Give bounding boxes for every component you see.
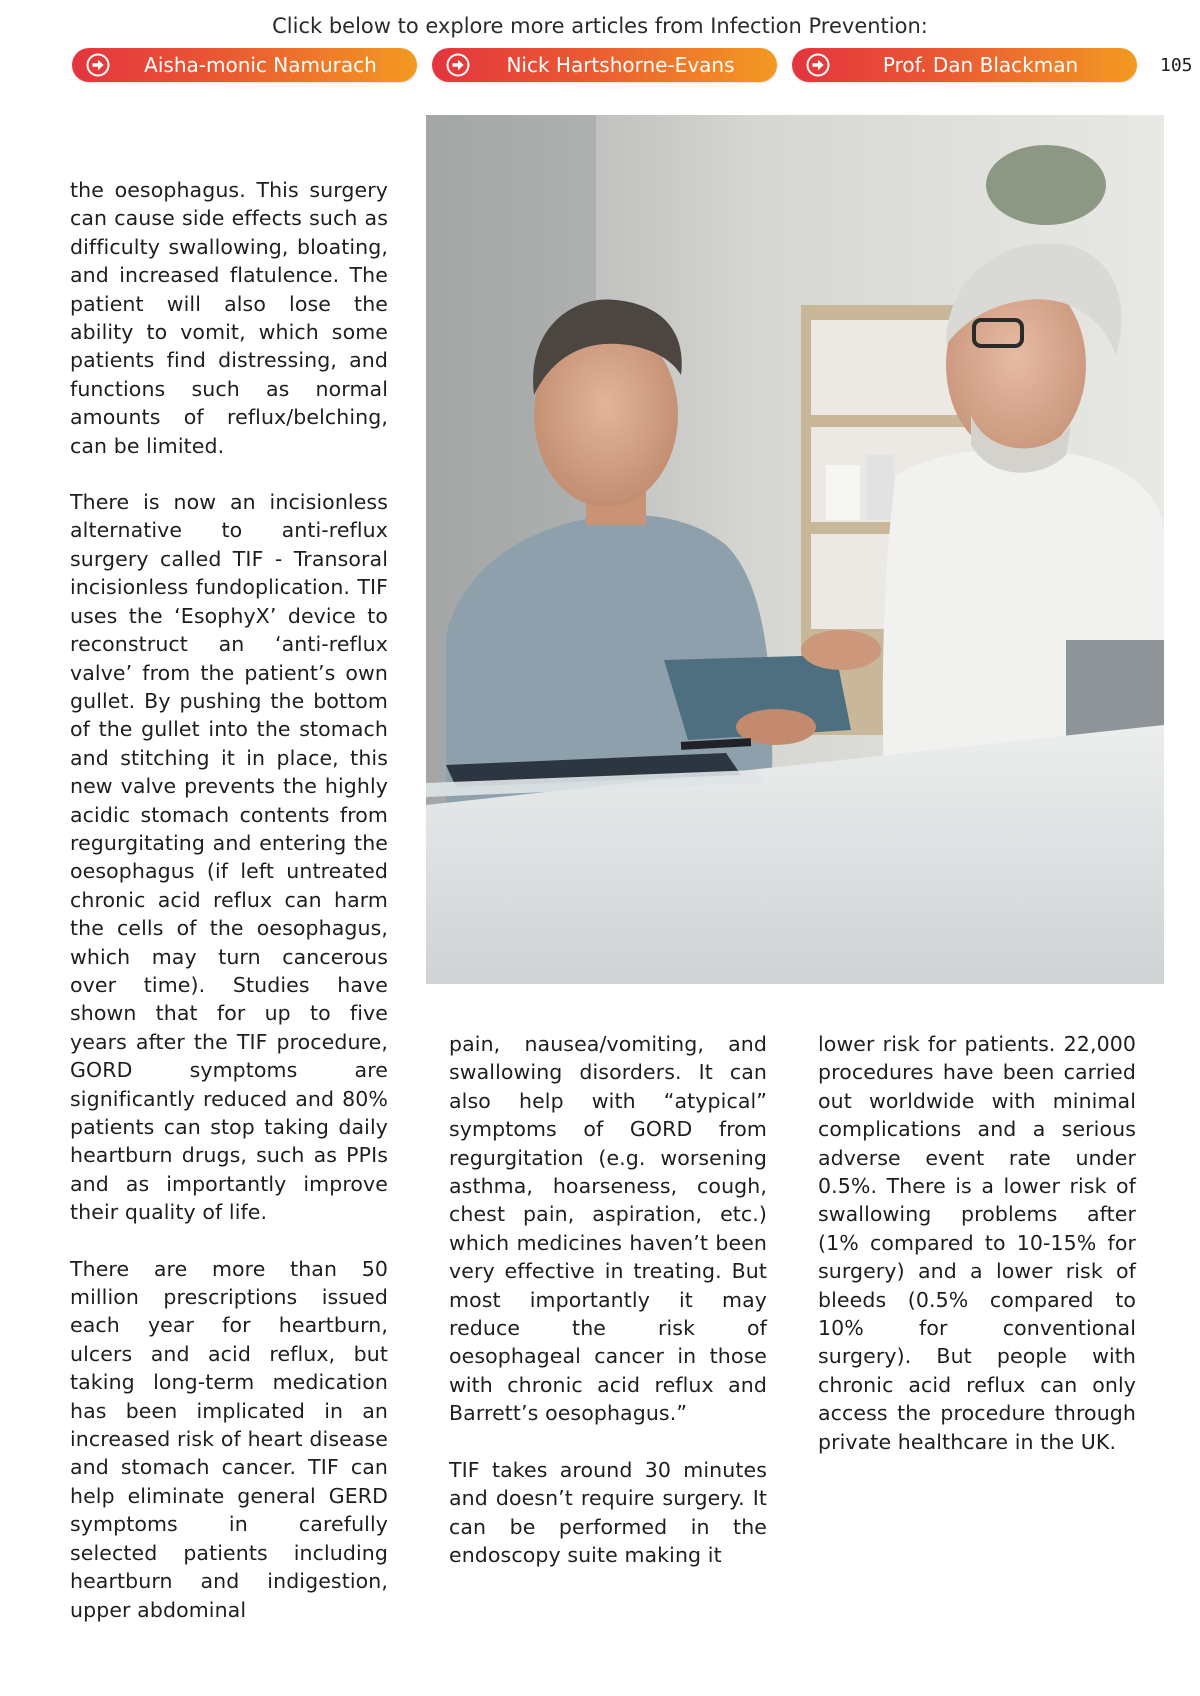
page-number: 105 (1160, 55, 1193, 76)
article-column-1 (70, 176, 388, 1652)
arrow-right-circle-icon (86, 53, 110, 77)
paragraph: TIF takes around 30 minutes and doesn’t require surgery. It can be performed in the endoscopy suite making it (449, 1457, 767, 1567)
paragraph: There is now an incisionless alternative to anti-reflux surgery called TIF - Transoral incisionless fundoplication. TIF uses the ‘EsophyX’ device to reconstruct an ‘anti-reflux valve’ from the patient’s own gullet. By pushing the bottom of the gullet into the stomach and stitching it in place, this new valve prevents the highly acidic stomach contents from regurgitating and entering the oesophagus (if left untreated chronic acid reflux can harm the cells of the oesophagus, which may turn cancerous over time). Studies have shown that for up to five years after the TIF procedure, GORD symptoms are significantly reduced and 80% patients can stop taking daily heartburn drugs, such as PPIs and as importantly improve their quality of life. (70, 490, 388, 1225)
arrow-right-circle-icon (446, 53, 470, 77)
paragraph: the oesophagus. This surgery can cause side effects such as difficulty swallowing, bloating, and increased flatulence. The patient will also lose the ability to vomit, which some patients find distressing, and functions such as normal amounts of reflux/belching, can be limited. (70, 178, 388, 458)
paragraph: pain, nausea/vomiting, and swallowing disorders. It can also help with “atypical” symptoms of GORD from regurgitation (e.g. worsening asthma, hoarseness, cough, chest pain, aspiration, etc.) which medicines haven’t been very effective in treating. But most importantly it may reduce the risk of oesophageal cancer in those with chronic acid reflux and Barrett’s oesophagus.” (449, 1032, 767, 1426)
article-column-3 (818, 1030, 1136, 1484)
article-link-button-aisha-monic-namurach[interactable] (72, 48, 417, 82)
explore-articles-text: Click below to explore more articles from Infection Prevention: (272, 14, 928, 38)
article-column-2 (449, 1030, 767, 1597)
paragraph: lower risk for patients. 22,000 procedures have been carried out worldwide with minimal complications and a serious adverse event rate under 0.5%. There is a lower risk of swallowing problems after (1% compared to 10-15% for surgery) and a lower risk of bleeds (0.5% compared to 10% for conventional surgery). But people with chronic acid reflux can only access the procedure through private healthcare in the UK. (818, 1032, 1136, 1454)
article-link-button-prof-dan-blackman[interactable] (792, 48, 1137, 82)
doctor-patient-consultation-photo (426, 115, 1164, 984)
article-link-label: Prof. Dan Blackman (882, 53, 1079, 77)
paragraph: There are more than 50 million prescriptions issued each year for heartburn, ulcers and acid reflux, but taking long-term medication has been implicated in an increased risk of heart disease and stomach cancer. TIF can help eliminate general GERD symptoms in carefully selected patients including heartburn and indigestion, upper abdominal (70, 1256, 388, 1622)
arrow-right-circle-icon (806, 53, 830, 77)
article-link-label: Aisha-monic Namurach (144, 53, 377, 77)
article-link-label: Nick Hartshorne-Evans (506, 53, 735, 77)
article-link-button-nick-hartshorne-evans[interactable] (432, 48, 777, 82)
